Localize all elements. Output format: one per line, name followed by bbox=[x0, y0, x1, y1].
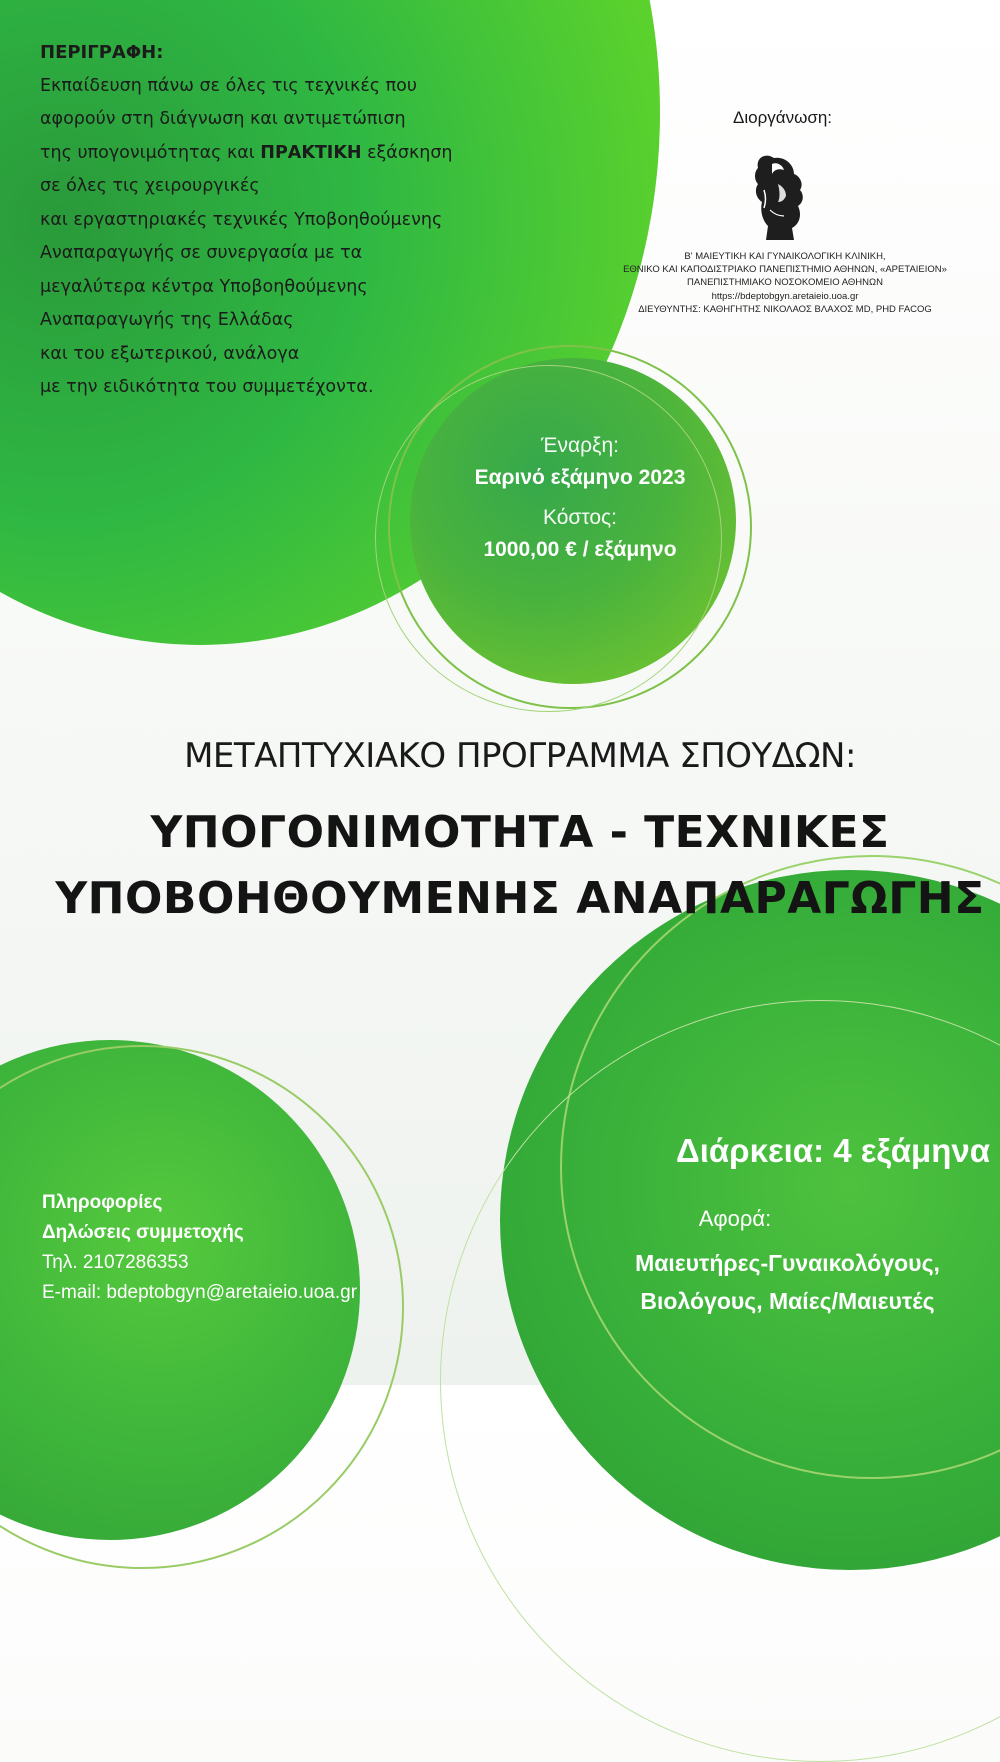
concerns-line: Βιολόγους, Μαίες/Μαιευτές bbox=[640, 1288, 935, 1314]
program-title-line: ΥΠΟΓΟΝΙΜΟΤΗΤΑ - ΤΕΧΝΙΚΕΣ bbox=[150, 807, 890, 858]
cost-value: 1000,00 € / εξάμηνο bbox=[483, 538, 677, 561]
organizer-label: Διοργάνωση: bbox=[732, 108, 833, 127]
organizer-director: ΔΙΕΥΘΥΝΤΗΣ: ΚΑΘΗΓΗΤΗΣ ΝΙΚΟΛΑΟΣ ΒΛΑΧΟΣ MD, PHD FACOG bbox=[638, 303, 932, 315]
contact-registration-label: Δηλώσεις συμμετοχής bbox=[42, 1222, 244, 1243]
description-line: αφορούν στη διάγνωση και αντιμετώπιση bbox=[40, 109, 406, 129]
description-line bbox=[40, 137, 490, 171]
description-line: και του εξωτερικού, ανάλογα bbox=[40, 343, 300, 364]
cost-label: Κόστος: bbox=[542, 506, 618, 529]
start-label: Έναρξη: bbox=[541, 434, 619, 457]
organizer-website: https://bdeptobgyn.aretaieio.uoa.gr bbox=[711, 290, 859, 302]
description-line: σε όλες τις χειρουργικές bbox=[40, 176, 260, 196]
description-line: μεγαλύτερα κέντρα Υποβοηθούμενης bbox=[40, 276, 368, 297]
organizer-line: ΕΘΝΙΚΟ ΚΑΙ ΚΑΠΟΔΙΣΤΡΙΑΚΟ ΠΑΝΕΠΙΣΤΗΜΙΟ ΑΘΗΝΩΝ, «ΑΡΕΤΑΙΕΙΟΝ» bbox=[623, 264, 947, 276]
description-emphasis: ΠΡΑΚΤΙΚΗ bbox=[260, 142, 362, 163]
concerns-line: Μαιευτήρες-Γυναικολόγους, bbox=[635, 1250, 940, 1276]
contact-block bbox=[42, 1188, 402, 1308]
organizer-info bbox=[580, 250, 990, 316]
description-text: εξάσκηση bbox=[361, 142, 453, 163]
athena-head-icon bbox=[748, 150, 806, 242]
program-title bbox=[0, 800, 1000, 932]
concerns-audience bbox=[590, 1244, 985, 1320]
contact-email: E-mail: bdeptobgyn@aretaieio.uoa.gr bbox=[42, 1282, 358, 1303]
program-subtitle: ΜΕΤΑΠΤΥΧΙΑΚΟ ΠΡΟΓΡΑΜΜΑ ΣΠΟΥΔΩΝ: bbox=[184, 736, 856, 776]
contact-phone: Τηλ. 2107286353 bbox=[42, 1252, 189, 1273]
description-line: με την ειδικότητα του συμμετέχοντα. bbox=[40, 377, 374, 397]
description-line: και εργαστηριακές τεχνικές Υποβοηθούμενης bbox=[40, 209, 443, 230]
schedule-block bbox=[420, 430, 740, 566]
organizer-line: ΠΑΝΕΠΙΣΤΗΜΙΑΚΟ ΝΟΣΟΚΟΜΕΙΟ ΑΘΗΝΩΝ bbox=[687, 277, 883, 289]
description-line: Εκπαίδευση πάνω σε όλες τις τεχνικές που bbox=[40, 75, 418, 96]
description-heading: ΠΕΡΙΓΡΑΦΗ: bbox=[40, 42, 164, 63]
contact-info-label: Πληροφορίες bbox=[42, 1192, 163, 1213]
description-text: της υπογονιμότητας και bbox=[40, 142, 261, 163]
description-line: Αναπαραγωγής της Ελλάδας bbox=[40, 310, 294, 330]
concerns-label: Αφορά: bbox=[698, 1206, 772, 1231]
description-line: Αναπαραγωγής σε συνεργασία με τα bbox=[40, 243, 363, 263]
organizer-line: Β' ΜΑΙΕΥΤΙΚΗ ΚΑΙ ΓΥΝΑΙΚΟΛΟΓΙΚΗ ΚΛΙΝΙΚΗ, bbox=[684, 251, 886, 262]
duration-text: Διάρκεια: 4 εξάμηνα bbox=[675, 1132, 990, 1169]
start-value: Εαρινό εξάμηνο 2023 bbox=[474, 466, 686, 489]
description-block bbox=[40, 36, 490, 405]
program-title-line: ΥΠΟΒΟΗΘΟΥΜΕΝΗΣ ΑΝΑΠΑΡΑΓΩΓΗΣ bbox=[55, 873, 985, 924]
